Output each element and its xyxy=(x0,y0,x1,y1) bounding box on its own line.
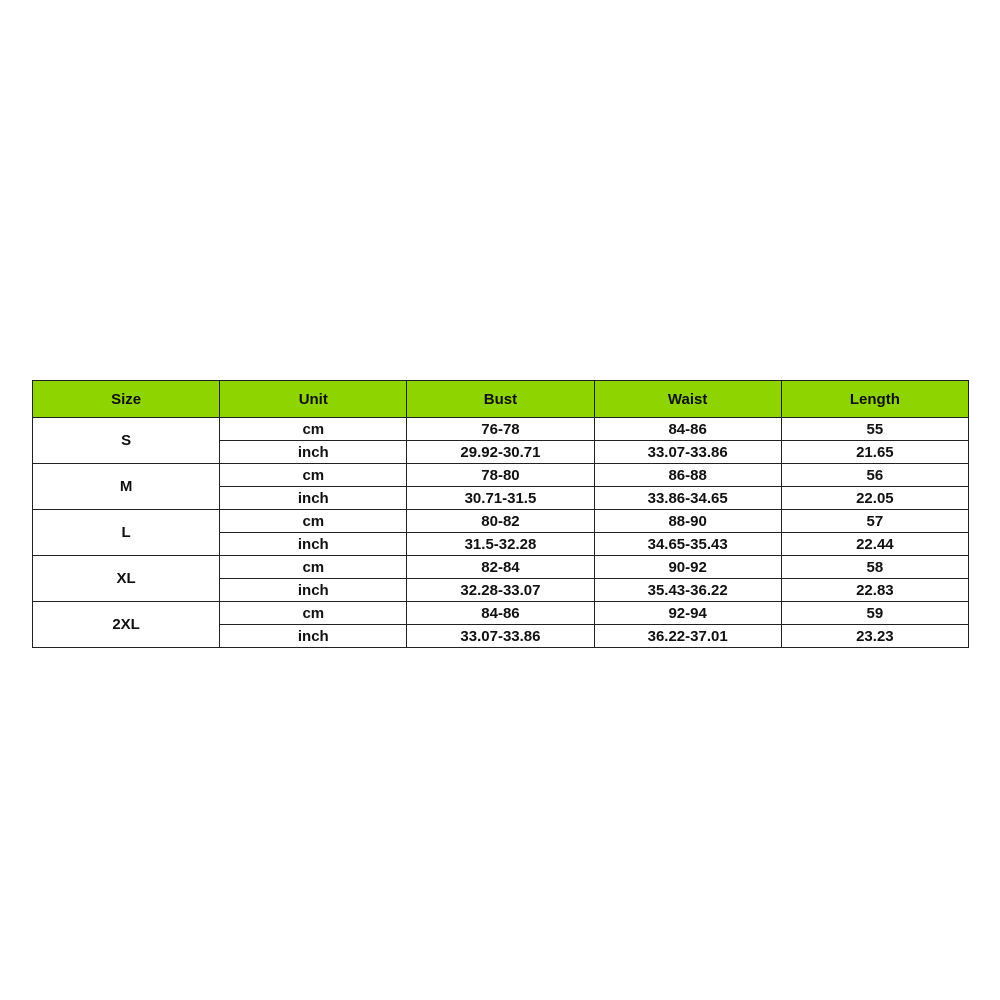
length-cell: 22.05 xyxy=(781,487,968,510)
table-header xyxy=(33,381,969,418)
waist-cell: 84-86 xyxy=(594,418,781,441)
waist-cell: 90-92 xyxy=(594,556,781,579)
size-cell: S xyxy=(33,418,220,464)
length-cell: 57 xyxy=(781,510,968,533)
length-cell: 58 xyxy=(781,556,968,579)
unit-cell: inch xyxy=(220,625,407,648)
size-cell: M xyxy=(33,464,220,510)
waist-cell: 35.43-36.22 xyxy=(594,579,781,602)
unit-cell: cm xyxy=(220,510,407,533)
table-row xyxy=(33,418,969,441)
table-row xyxy=(33,464,969,487)
size-cell: XL xyxy=(33,556,220,602)
bust-cell: 31.5-32.28 xyxy=(407,533,594,556)
length-cell: 21.65 xyxy=(781,441,968,464)
unit-cell: inch xyxy=(220,487,407,510)
bust-cell: 32.28-33.07 xyxy=(407,579,594,602)
waist-cell: 92-94 xyxy=(594,602,781,625)
column-header-bust: Bust xyxy=(407,381,594,418)
unit-cell: cm xyxy=(220,464,407,487)
length-cell: 56 xyxy=(781,464,968,487)
bust-cell: 33.07-33.86 xyxy=(407,625,594,648)
waist-cell: 33.86-34.65 xyxy=(594,487,781,510)
unit-cell: cm xyxy=(220,556,407,579)
length-cell: 23.23 xyxy=(781,625,968,648)
column-header-size: Size xyxy=(33,381,220,418)
table-row xyxy=(33,510,969,533)
table-row xyxy=(33,556,969,579)
waist-cell: 33.07-33.86 xyxy=(594,441,781,464)
unit-cell: inch xyxy=(220,579,407,602)
table-row xyxy=(33,602,969,625)
bust-cell: 78-80 xyxy=(407,464,594,487)
waist-cell: 36.22-37.01 xyxy=(594,625,781,648)
bust-cell: 82-84 xyxy=(407,556,594,579)
waist-cell: 86-88 xyxy=(594,464,781,487)
size-cell: 2XL xyxy=(33,602,220,648)
column-header-unit: Unit xyxy=(220,381,407,418)
size-chart-table xyxy=(32,380,969,648)
bust-cell: 80-82 xyxy=(407,510,594,533)
length-cell: 22.44 xyxy=(781,533,968,556)
bust-cell: 84-86 xyxy=(407,602,594,625)
unit-cell: cm xyxy=(220,418,407,441)
unit-cell: cm xyxy=(220,602,407,625)
column-header-waist: Waist xyxy=(594,381,781,418)
length-cell: 22.83 xyxy=(781,579,968,602)
bust-cell: 30.71-31.5 xyxy=(407,487,594,510)
length-cell: 55 xyxy=(781,418,968,441)
bust-cell: 76-78 xyxy=(407,418,594,441)
header-row xyxy=(33,381,969,418)
waist-cell: 88-90 xyxy=(594,510,781,533)
table-body xyxy=(33,418,969,648)
column-header-length: Length xyxy=(781,381,968,418)
unit-cell: inch xyxy=(220,533,407,556)
length-cell: 59 xyxy=(781,602,968,625)
bust-cell: 29.92-30.71 xyxy=(407,441,594,464)
waist-cell: 34.65-35.43 xyxy=(594,533,781,556)
unit-cell: inch xyxy=(220,441,407,464)
size-cell: L xyxy=(33,510,220,556)
